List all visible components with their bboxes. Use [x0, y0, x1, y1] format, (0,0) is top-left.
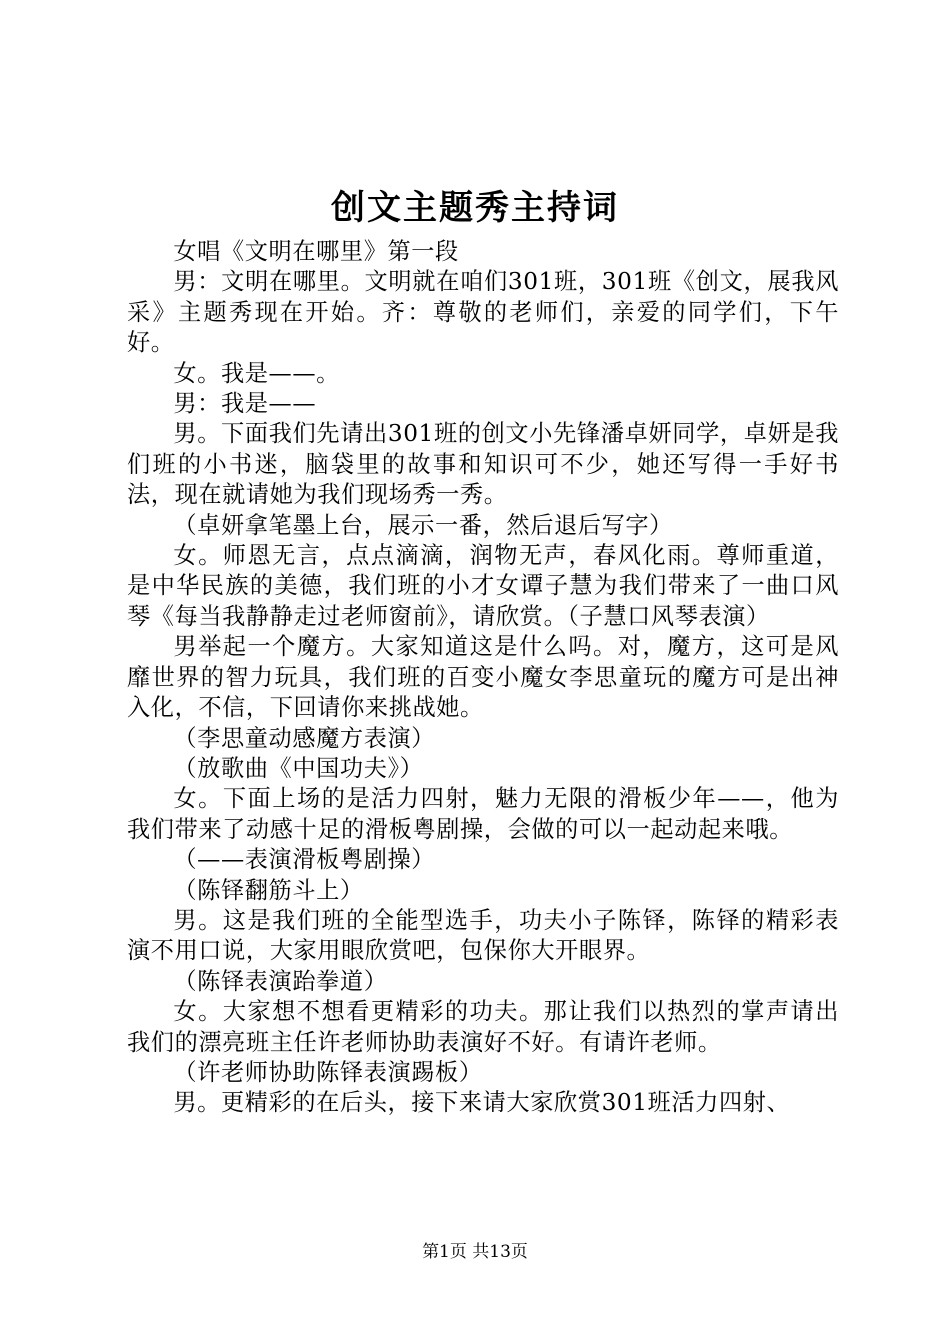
- paragraph: （陈铎翻筋斗上）: [173, 876, 364, 904]
- paragraph: 女。下面上场的是活力四射，魅力无限的滑板少年——，他为我们带来了动感十足的滑板粤剧操，会做的可以一起动起来哦。: [127, 785, 839, 843]
- paragraph: （许老师协助陈铎表演踢板）: [173, 1058, 483, 1086]
- paragraph: 女。大家想不想看更精彩的功夫。那让我们以热烈的掌声请出我们的漂亮班主任许老师协助表演好不好。有请许老师。: [127, 998, 839, 1056]
- paragraph: 男。这是我们班的全能型选手，功夫小子陈铎，陈铎的精彩表演不用口说，大家用眼欣赏吧，包保你大开眼界。: [127, 906, 839, 965]
- paragraph: 男。更精彩的在后头，接下来请大家欣赏301班活力四射、: [173, 1089, 791, 1117]
- paragraph: 男。下面我们先请出301班的创文小先锋潘卓妍同学，卓妍是我们班的小书迷，脑袋里的故事和知识可不少，她还写得一手好书法，现在就请她为我们现场秀一秀。: [127, 420, 839, 509]
- paragraph: （——表演滑板粤剧操）: [173, 846, 436, 874]
- paragraph: 男：文明在哪里。文明就在咱们301班，301班《创文，展我风采》主题秀现在开始。齐：尊敬的老师们，亲爱的同学们，下午好。: [127, 268, 839, 357]
- document-title: 创文主题秀主持词: [331, 188, 619, 228]
- paragraph: 男：我是——: [173, 390, 317, 418]
- paragraph: 女。师恩无言，点点滴滴，润物无声，春风化雨。尊师重道，是中华民族的美德，我们班的小才女谭子慧为我们带来了一曲口风琴《每当我静静走过老师窗前》，请欣赏。（子慧口风琴表演）: [127, 542, 839, 630]
- paragraph: 女唱《文明在哪里》第一段: [173, 238, 459, 265]
- paragraph: 男举起一个魔方。大家知道这是什么吗。对，魔方，这可是风靡世界的智力玩具，我们班的百变小魔女李思童玩的魔方可是出神入化，不信，下回请你来挑战她。: [127, 633, 839, 722]
- paragraph: （陈铎表演跆拳道）: [173, 967, 388, 995]
- paragraph: （放歌曲《中国功夫》）: [173, 754, 424, 782]
- paragraph: （李思童动感魔方表演）: [173, 724, 436, 752]
- paragraph: （卓妍拿笔墨上台，展示一番，然后退后写字）: [173, 511, 673, 539]
- document-body: [127, 237, 839, 1119]
- paragraph: 女。我是——。: [173, 359, 340, 387]
- page-footer: 第1页 共13页: [422, 1242, 528, 1262]
